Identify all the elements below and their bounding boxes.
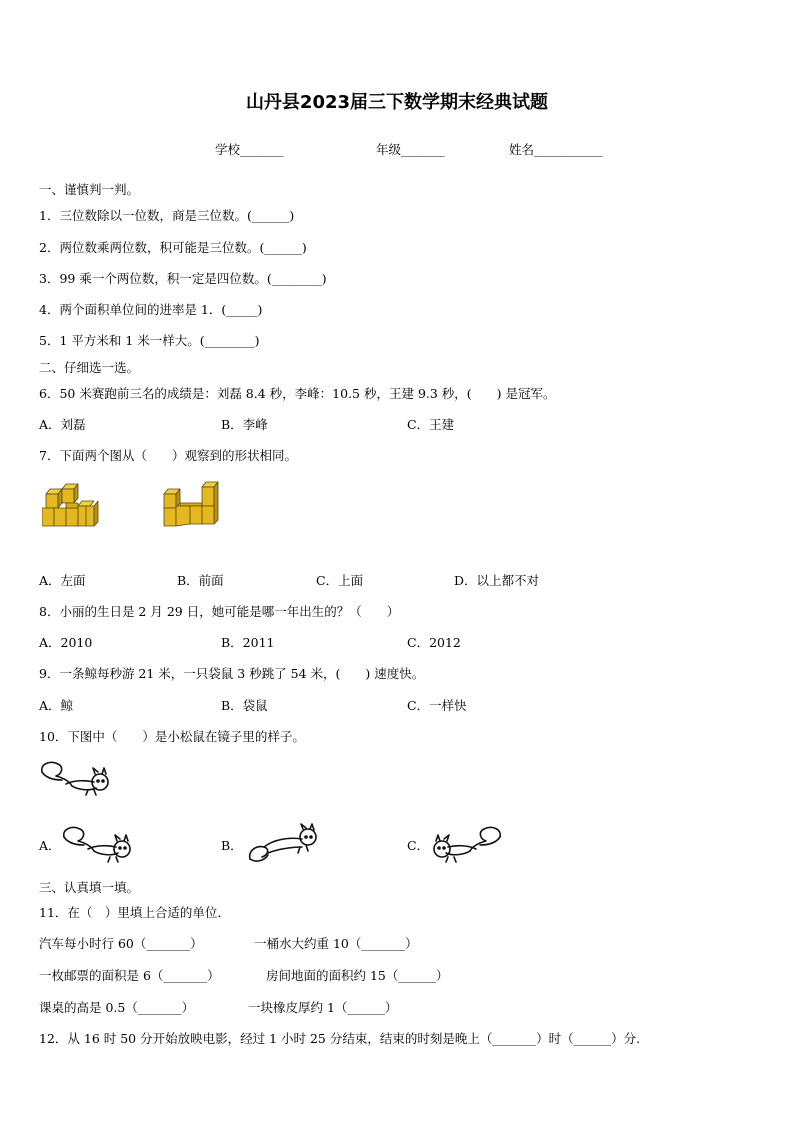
- q11-line-3: 一枚邮票的面积是 6（_______）: [39, 968, 220, 983]
- question-1: 1．三位数除以一位数，商是三位数。(______): [39, 208, 295, 223]
- squirrel-icon-original: [38, 758, 112, 800]
- q11-line-6: 一块橡皮厚约 1（______）: [248, 1000, 398, 1015]
- q9-option-c[interactable]: C．一样快: [407, 698, 467, 713]
- squirrel-icon-b[interactable]: [246, 823, 322, 865]
- squirrel-icon-a[interactable]: [60, 823, 134, 865]
- question-8: 8．小丽的生日是 2 月 29 日，她可能是哪一年出生的？（ ）: [39, 604, 400, 619]
- question-4: 4．两个面积单位间的进率是 1．(_____): [39, 302, 263, 317]
- q9-option-b[interactable]: B．袋鼠: [221, 698, 268, 713]
- q10-option-b[interactable]: B．: [221, 838, 243, 853]
- q10-option-c[interactable]: C．: [407, 838, 430, 853]
- question-9: 9．一条鲸每秒游 21 米，一只袋鼠 3 秒跳了 54 米，( ) 速度快。: [39, 666, 425, 681]
- q11-line-1: 汽车每小时行 60（_______）: [39, 936, 203, 951]
- section-heading-1: 一、谨慎判一判。: [39, 182, 140, 197]
- q6-option-c[interactable]: C．王建: [407, 417, 455, 432]
- page-title: 山丹县2023届三下数学期末经典试题: [245, 92, 549, 113]
- q7-option-b[interactable]: B．前面: [177, 573, 224, 588]
- school-field[interactable]: 学校_______: [215, 142, 284, 157]
- question-10: 10．下图中（ ）是小松鼠在镜子里的样子。: [39, 729, 305, 744]
- question-5: 5．1 平方米和 1 米一样大。(________): [39, 333, 260, 348]
- q7-option-a[interactable]: A．左面: [39, 573, 86, 588]
- q6-option-a[interactable]: A．刘磊: [39, 417, 86, 432]
- section-heading-2: 二、仔细选一选。: [39, 360, 140, 375]
- q9-option-a[interactable]: A．鲸: [39, 698, 74, 713]
- q8-option-c[interactable]: C．2012: [407, 635, 461, 650]
- question-7: 7．下面两个图从（ ）观察到的形状相同。: [39, 448, 297, 463]
- q10-option-a[interactable]: A．: [39, 838, 61, 853]
- question-11: 11．在（ ）里填上合适的单位．: [39, 905, 230, 920]
- q6-option-b[interactable]: B．李峰: [221, 417, 268, 432]
- cube-figure-1: [42, 480, 104, 528]
- question-6: 6．50 米赛跑前三名的成绩是：刘磊 8.4 秒，李峰：10.5 秒，王建 9.3 秒，( ) 是冠军。: [39, 386, 556, 401]
- question-2: 2．两位数乘两位数，积可能是三位数。(______): [39, 240, 307, 255]
- q8-option-a[interactable]: A．2010: [39, 635, 93, 650]
- name-field[interactable]: 姓名___________: [509, 142, 603, 157]
- question-3: 3．99 乘一个两位数，积一定是四位数。(________): [39, 271, 327, 286]
- q7-option-d[interactable]: D．以上都不对: [454, 573, 540, 588]
- section-heading-3: 三、认真填一填。: [39, 880, 140, 895]
- q8-option-b[interactable]: B．2011: [221, 635, 275, 650]
- grade-field[interactable]: 年级_______: [376, 142, 445, 157]
- cube-figure-2: [162, 480, 224, 528]
- q11-line-2: 一桶水大约重 10（_______）: [254, 936, 418, 951]
- q7-option-c[interactable]: C．上面: [316, 573, 364, 588]
- q11-line-5: 课桌的高是 0.5（_______）: [39, 1000, 195, 1015]
- question-12: 12．从 16 时 50 分开始放映电影，经过 1 小时 25 分结束，结束的时刻是晚上（_______）时（______）分.: [39, 1031, 641, 1046]
- squirrel-icon-c[interactable]: [430, 823, 504, 865]
- q11-line-4: 房间地面的面积约 15（______）: [266, 968, 449, 983]
